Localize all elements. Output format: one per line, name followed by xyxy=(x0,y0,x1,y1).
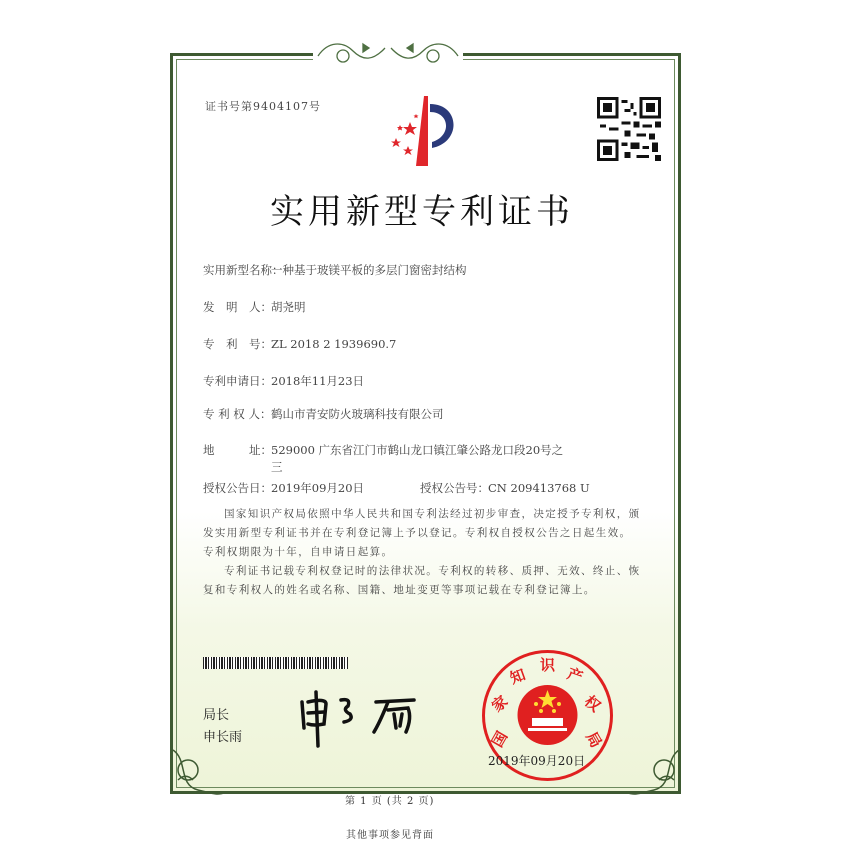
field-label: 专利申请日： xyxy=(203,374,272,388)
svg-text:局: 局 xyxy=(582,728,606,751)
certificate-title: 实用新型专利证书 xyxy=(270,192,574,232)
field-utility-model-name xyxy=(203,262,467,278)
field-label: 发 明 人： xyxy=(203,300,272,314)
body-text xyxy=(203,505,643,600)
field-value: 2018年11月23日 xyxy=(271,374,365,388)
cnipa-logo-icon xyxy=(380,92,460,172)
field-label: 授权公告日： xyxy=(203,481,272,495)
field-value: 鹤山市青安防火玻璃科技有限公司 xyxy=(271,407,444,421)
svg-text:国: 国 xyxy=(488,728,512,751)
field-address xyxy=(203,442,563,458)
body-paragraph-2: 专利证书记载专利权登记时的法律状况。专利权的转移、质押、无效、终止、恢复和专利权人的姓名或名称、国籍、地址变更等事项记载在专利登记簿上。 xyxy=(203,565,641,596)
field-patentee xyxy=(203,406,444,422)
field-grant-date xyxy=(203,480,364,496)
svg-text:家: 家 xyxy=(488,692,512,716)
svg-text:产: 产 xyxy=(564,664,586,687)
field-label: 授权公告号： xyxy=(420,481,489,495)
field-label: 专 利 权 人： xyxy=(203,407,272,421)
field-grant-number xyxy=(420,480,590,496)
field-address-line2 xyxy=(271,459,283,475)
svg-text:权: 权 xyxy=(580,692,605,716)
top-ornament-icon xyxy=(313,36,463,68)
bottom-right-ornament-icon xyxy=(624,740,684,800)
back-note: 其他事项参见背面 xyxy=(346,830,434,841)
field-application-date xyxy=(203,373,364,389)
field-label: 实用新型名称： xyxy=(203,263,284,277)
field-label: 地 址： xyxy=(203,443,272,457)
field-value: 一种基于玻镁平板的多层门窗密封结构 xyxy=(271,263,467,277)
barcode-icon xyxy=(203,657,348,669)
page-indicator: 第 1 页 (共 2 页) xyxy=(345,796,435,807)
svg-text:知: 知 xyxy=(507,665,528,688)
qr-code-icon xyxy=(597,97,661,161)
svg-text:识: 识 xyxy=(540,656,556,674)
field-patent-number xyxy=(203,336,396,352)
body-paragraph-1: 国家知识产权局依照中华人民共和国专利法经过初步审查，决定授予专利权，颁发实用新型专利证书并在专利登记簿上予以登记。专利权自授权公告之日起生效。专利权期限为十年，自申请日起算。 xyxy=(203,508,641,558)
bottom-left-ornament-icon xyxy=(168,740,228,800)
director-name: 申长雨 xyxy=(203,730,243,745)
seal-date: 2019年09月20日 xyxy=(488,754,586,768)
field-value: ZL 2018 2 1939690.7 xyxy=(271,337,397,351)
field-inventor xyxy=(203,299,306,315)
field-value: 三 xyxy=(271,460,283,474)
signature-icon xyxy=(296,688,426,748)
field-value: 2019年09月20日 xyxy=(271,481,365,495)
director-title: 局长 xyxy=(203,708,230,723)
field-value: CN 209413768 U xyxy=(488,481,590,495)
field-value: 529000 广东省江门市鹤山龙口镇江肇公路龙口段20号之 xyxy=(271,443,564,457)
field-label: 专 利 号： xyxy=(203,337,272,351)
field-value: 胡尧明 xyxy=(271,300,306,314)
certificate-number: 证书号第9404107号 xyxy=(205,100,321,113)
